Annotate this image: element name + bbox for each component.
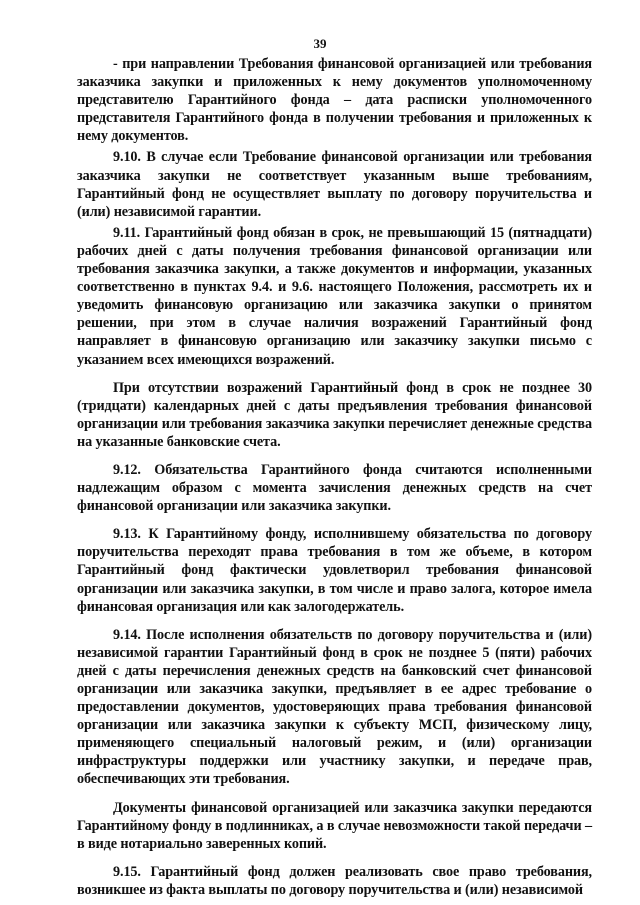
paragraph-9-13: 9.13. К Гарантийному фонду, исполнившему обязательства по договору поручительства переходят права требования в том же объеме, в котором Гарантийный фонд фактически удовлетворил требования финансовой организации или заказчика закупки, в том числе и право залога, которое имела финансовая организация или как залогодержатель.: [77, 526, 592, 615]
paragraph-documents-transfer: Документы финансовой организацией или заказчика закупки передаются Гарантийному фонду в подлинниках, а в случае невозможности такой передачи – в виде нотариально заверенных копий.: [77, 799, 592, 852]
paragraph-9-11: 9.11. Гарантийный фонд обязан в срок, не превышающий 15 (пятнадцати) рабочих дней с даты получения требования финансовой организации или требования заказчика закупки, а также документов и информации, указанных соответственно в пунктах 9.4. и 9.6. настоящего Положения, рассмотреть их и уведомить финансовую организацию или заказчика закупки о принятом решении, при этом в случае наличия возражений Гарантийный фонд направляет в финансовую организацию или заказчику закупки письмо с указанием всех имеющихся возражений.: [77, 224, 592, 368]
paragraph-9-10: 9.10. В случае если Требование финансовой организации или требования заказчика закупки не соответствует указанным выше требованиям, Гарантийный фонд не осуществляет выплату по договору поручительства и (или) независимой гарантии.: [77, 149, 592, 220]
paragraph-no-objections: При отсутствии возражений Гарантийный фонд в срок не позднее 30 (тридцати) календарных дней с даты предъявления требования финансовой организации или требования заказчика закупки перечисляет денежные средства на указанные банковские счета.: [77, 379, 592, 450]
paragraph-9-15: 9.15. Гарантийный фонд должен реализовать свое право требования, возникшее из факта выплаты по договору поручительства и (или) независимой: [77, 863, 592, 898]
paragraph-submission-date: - при направлении Требования финансовой организацией или требования заказчика закупки и приложенных к нему документов уполномоченному представителю Гарантийного фонда – дата расписки уполномоченного представителя Гарантийного фонда в получении требования и приложенных к нему документов.: [77, 56, 592, 145]
paragraph-9-14: 9.14. После исполнения обязательств по договору поручительства и (или) независимой гарантии Гарантийный фонд в срок не позднее 5 (пяти) рабочих дней с даты перечисления денежных средств на банковский счет финансовой организации или заказчика закупки, предъявляет в ее адрес требование о предоставлении документов, удостоверяющих права требования финансовой организации или заказчика закупки к субъекту МСП, физическому лицу, применяющего специальный налоговый режим, и (или) организации инфраструктуры поддержки или участнику закупки, и передаче прав, обеспечивающих эти требования.: [77, 626, 592, 788]
page-number: 39: [313, 36, 327, 51]
paragraph-9-12: 9.12. Обязательства Гарантийного фонда считаются исполненными надлежащим образом с момента зачисления денежных средств на счет финансовой организации или заказчика закупки.: [77, 461, 592, 515]
document-body: [77, 55, 592, 899]
